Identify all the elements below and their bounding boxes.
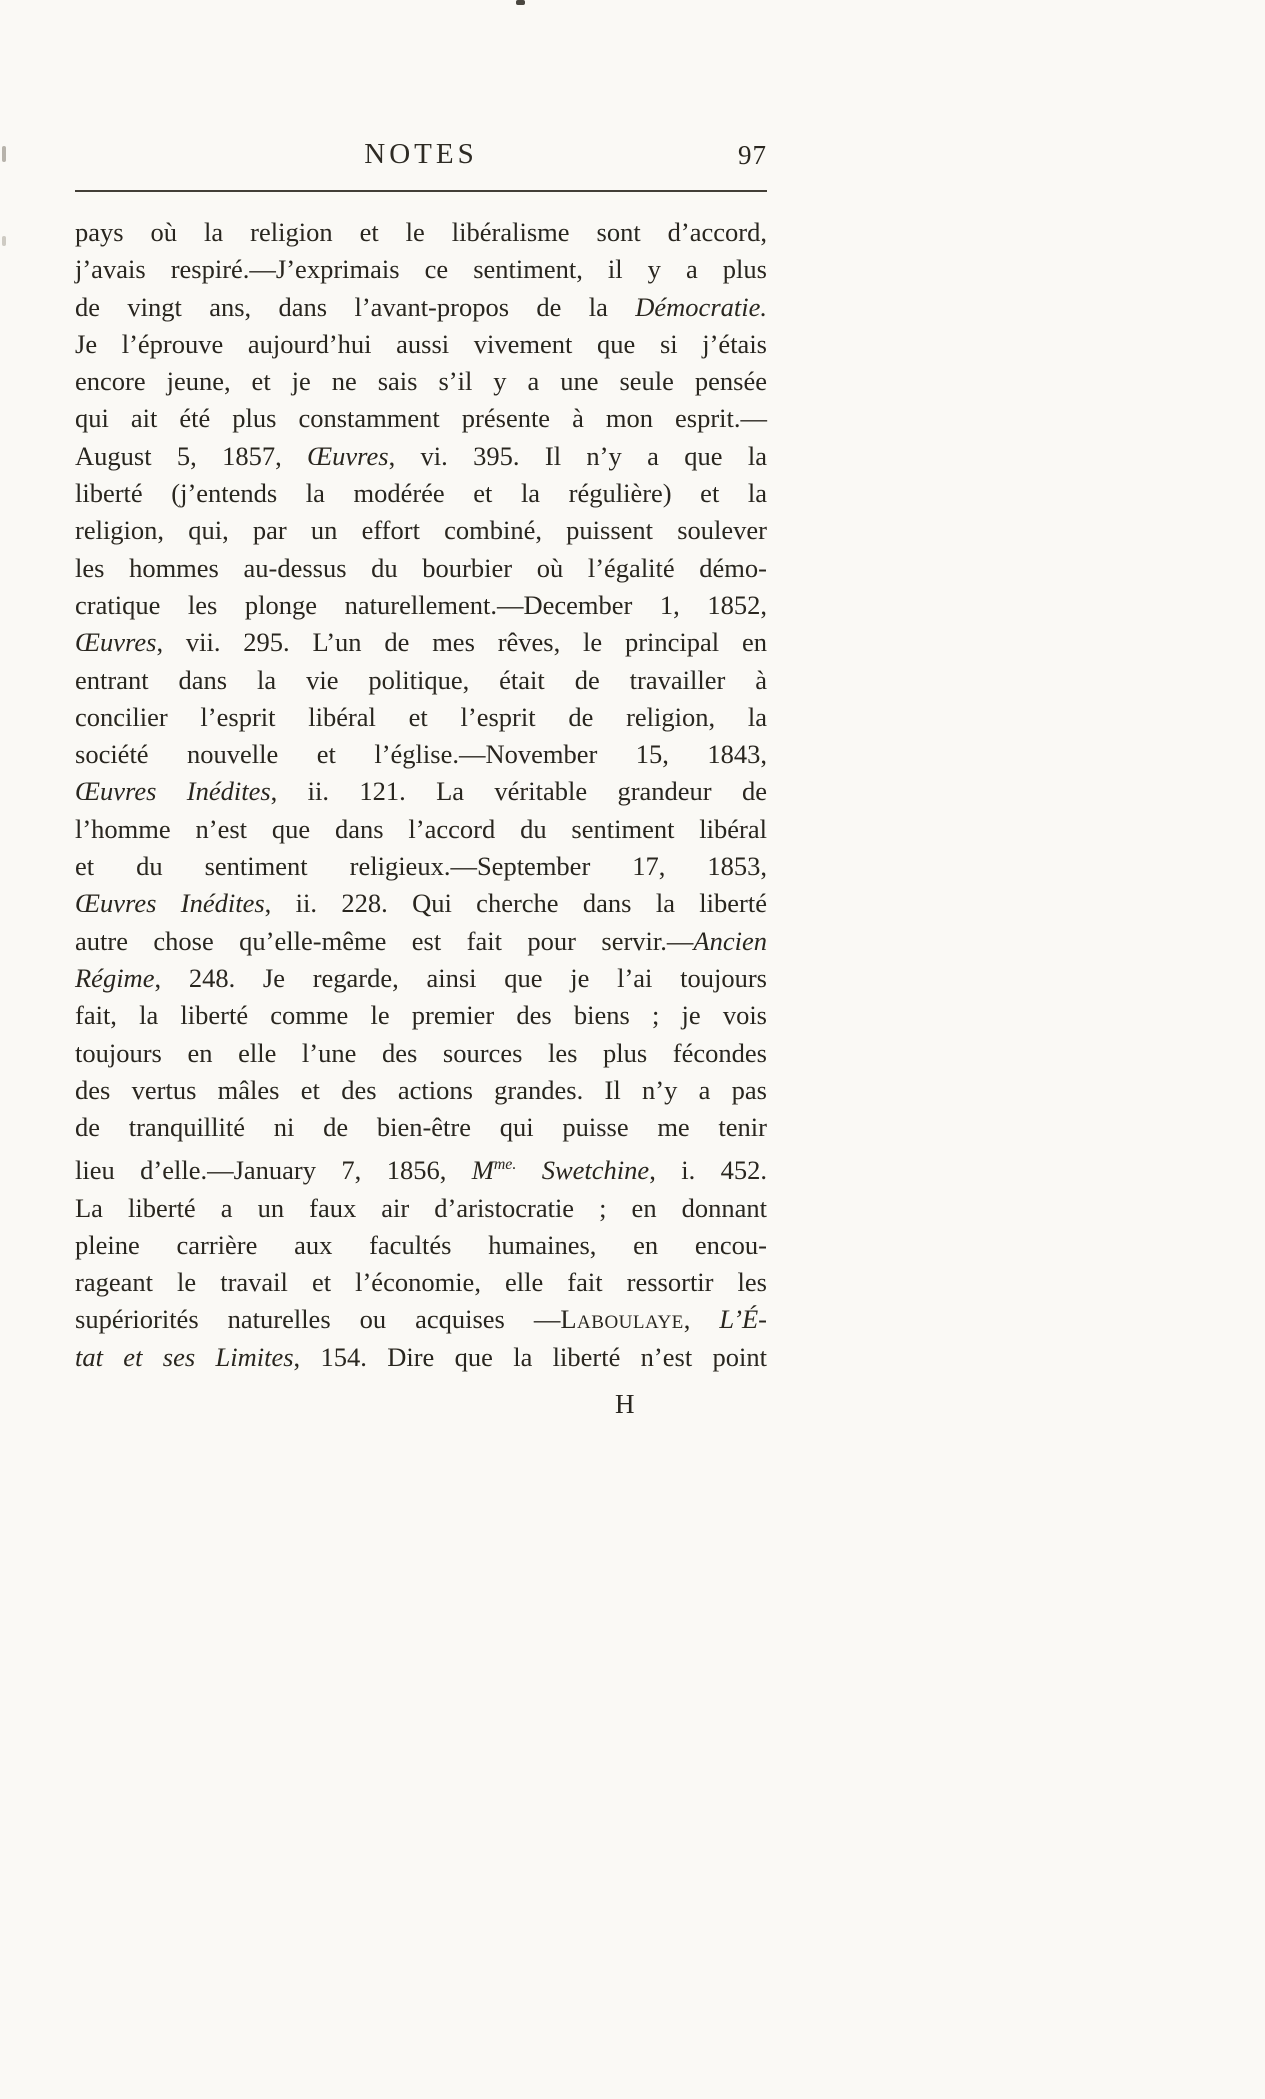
text-segment-italic: L’É- — [719, 1304, 767, 1335]
text-segment: lieu d’elle.—January 7, 1856, — [75, 1155, 472, 1186]
text-line — [75, 1109, 767, 1146]
text-segment: fait, la liberté comme le premier des biens ; je vois — [75, 1000, 767, 1031]
text-segment: , 248. Je regarde, ainsi que je l’ai toujours — [154, 962, 767, 993]
text-line — [75, 1301, 767, 1338]
text-segment: , vii. 295. L’un de mes rêves, le principal en — [156, 627, 767, 658]
text-segment: La liberté a un faux air d’aristocratie ; en donnant — [75, 1192, 767, 1223]
text-line — [75, 1264, 767, 1301]
text-line — [75, 773, 767, 810]
text-segment: August 5, 1857, — [75, 440, 308, 471]
text-line — [75, 326, 767, 363]
text-line — [75, 848, 767, 885]
text-segment-italic: Œuvres — [307, 440, 389, 471]
text-segment: , — [683, 1304, 720, 1335]
text-line — [75, 662, 767, 699]
text-line — [75, 214, 767, 251]
text-segment: pays où la religion et le libéralisme sont d’accord, — [75, 217, 767, 247]
text-segment-italic: Œuvres Inédites — [75, 888, 265, 919]
page-number: 97 — [738, 140, 767, 170]
text-segment: société nouvelle et l’église.—November 15, 1843, — [75, 739, 767, 770]
text-segment: , vi. 395. Il n’y a que la — [388, 440, 767, 471]
text-segment: qui ait été plus constamment présente à mon esprit.— — [75, 403, 767, 434]
text-segment: toujours en elle l’une des sources les plus fécondes — [75, 1037, 767, 1068]
text-segment: , ii. 121. La véritable grandeur de — [270, 776, 767, 807]
text-segment: autre chose qu’elle-même est fait pour servir.— — [75, 925, 694, 956]
text-line — [75, 363, 767, 400]
text-segment-italic: Œuvres — [75, 627, 157, 658]
text-segment-italic: Régime — [75, 962, 155, 993]
text-line — [75, 587, 767, 624]
scan-speck — [516, 0, 525, 5]
text-segment: Je l’éprouve aujourd’hui aussi vivement que si j’étais — [75, 328, 767, 359]
text-segment: , i. 452. — [649, 1155, 767, 1186]
text-segment: j’avais respiré.—J’exprimais ce sentiment, il y a plus — [75, 254, 767, 285]
text-segment-smallcaps: Laboulaye — [560, 1304, 684, 1335]
text-segment: de vingt ans, dans l’avant-propos de la — [75, 291, 636, 322]
text-segment: cratique les plonge naturellement.—December 1, 1852, — [75, 589, 767, 620]
signature-line — [75, 1389, 767, 1420]
page-header — [75, 130, 767, 190]
text-line — [75, 960, 767, 997]
running-head: NOTES — [364, 138, 478, 170]
text-line — [75, 736, 767, 773]
text-segment: , ii. 228. Qui cherche dans la liberté — [264, 888, 767, 919]
scan-speck — [2, 236, 6, 246]
text-line — [75, 923, 767, 960]
text-segment: religion, qui, par un effort combiné, puissent soulever — [75, 515, 767, 546]
text-segment-italic: Démocratie. — [635, 291, 767, 322]
text-segment: de tranquillité ni de bien-être qui puisse me tenir — [75, 1112, 767, 1143]
text-line — [75, 885, 767, 922]
text-segment-italic: Œuvres Inédites — [75, 776, 271, 807]
text-line — [75, 289, 767, 326]
text-segment: rageant le travail et l’économie, elle fait ressortir les — [75, 1267, 767, 1298]
text-segment: l’homme n’est que dans l’accord du sentiment libéral — [75, 813, 767, 844]
text-segment-sup: me. — [493, 1156, 517, 1174]
body-text — [75, 214, 767, 1376]
text-line — [75, 997, 767, 1034]
text-line — [75, 251, 767, 288]
scan-speck — [2, 146, 6, 162]
text-line — [75, 438, 767, 475]
text-line — [75, 624, 767, 661]
text-line — [75, 1227, 767, 1264]
text-segment: liberté (j’entends la modérée et la régulière) et la — [75, 478, 767, 509]
text-segment: concilier l’esprit libéral et l’esprit de religion, la — [75, 701, 767, 732]
text-segment: pleine carrière aux facultés humaines, en encou- — [75, 1229, 767, 1260]
text-line — [75, 550, 767, 587]
text-segment-italic: M — [471, 1155, 494, 1186]
text-line — [75, 1035, 767, 1072]
text-segment: les hommes au-dessus du bourbier où l’égalité démo- — [75, 552, 767, 583]
text-segment: et du sentiment religieux.—September 17, 1853, — [75, 851, 767, 882]
text-line — [75, 1146, 767, 1189]
text-segment: entrant dans la vie politique, était de travailler à — [75, 664, 767, 695]
text-line — [75, 1190, 767, 1227]
text-segment-italic: tat et ses Limites — [75, 1341, 294, 1372]
text-line — [75, 512, 767, 549]
header-rule — [75, 190, 767, 192]
text-line — [75, 1072, 767, 1109]
signature-mark: H — [615, 1389, 635, 1420]
text-line — [75, 1339, 767, 1376]
text-line — [75, 811, 767, 848]
text-segment: encore jeune, et je ne sais s’il y a une seule pensée — [75, 366, 767, 397]
text-segment-italic: Ancien — [693, 925, 767, 956]
text-line — [75, 475, 767, 512]
text-segment: , 154. Dire que la liberté n’est point — [293, 1341, 767, 1372]
text-line — [75, 699, 767, 736]
text-segment: des vertus mâles et des actions grandes. Il n’y a pas — [75, 1074, 767, 1105]
text-column — [75, 130, 767, 1420]
text-line — [75, 400, 767, 437]
text-segment: supériorités naturelles ou acquises — — [75, 1304, 561, 1335]
text-segment-italic: Swetchine — [516, 1155, 650, 1186]
